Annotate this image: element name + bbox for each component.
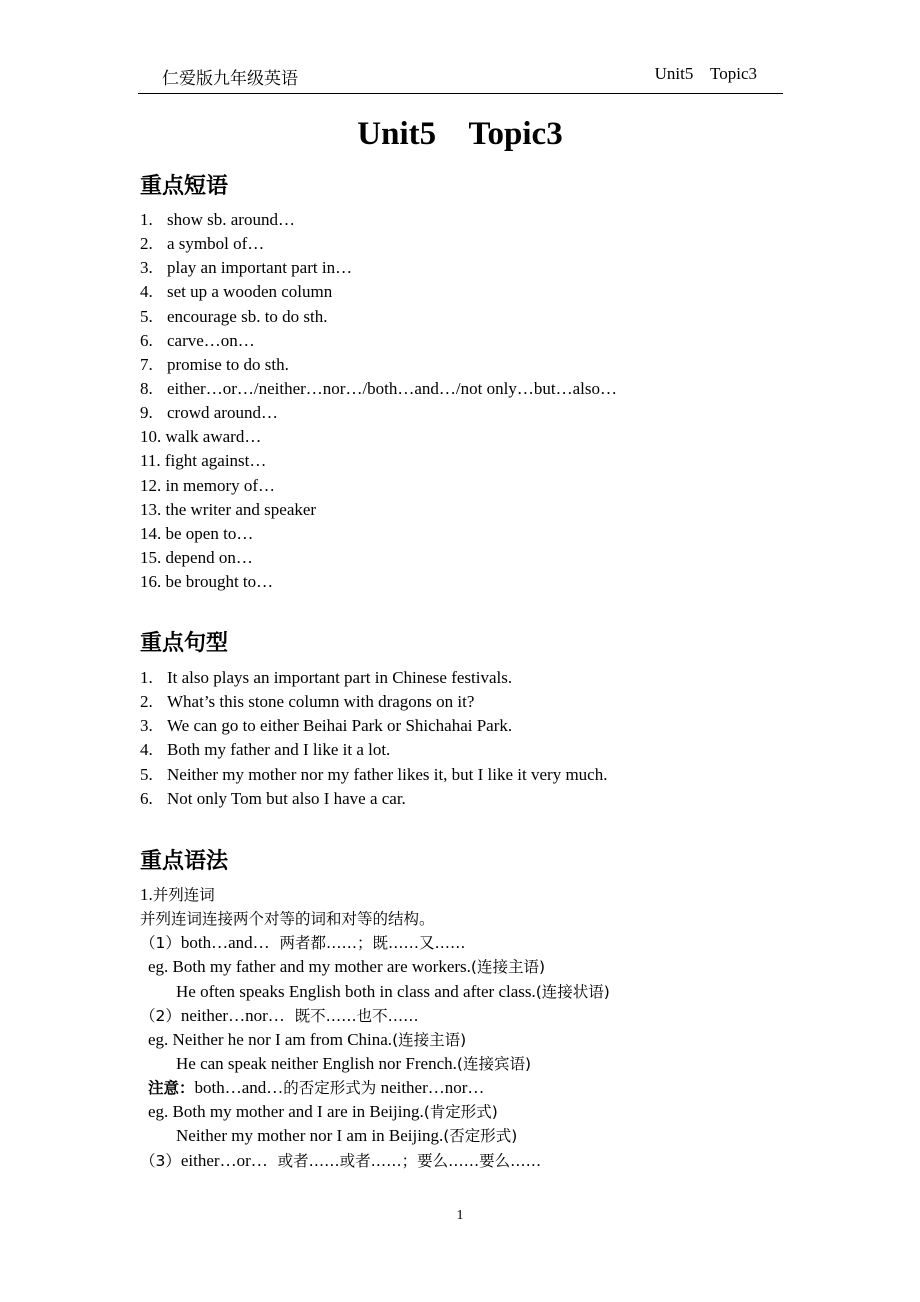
item-text: crowd around…: [167, 403, 278, 423]
item-number: 7.: [140, 354, 153, 374]
grammar-example: [148, 1100, 498, 1124]
item-number: 11.: [140, 451, 161, 471]
item-number: 5.: [140, 764, 153, 784]
example-note: (连接宾语): [456, 1055, 531, 1073]
example-text: He can speak neither English nor French.: [176, 1054, 457, 1073]
line-label: （1）: [140, 934, 181, 952]
item-number: 6.: [140, 330, 153, 350]
item-text: be brought to…: [165, 572, 274, 592]
item-number: 3.: [140, 716, 153, 736]
line-pattern: both…and…: [180, 933, 270, 952]
list-item: [140, 280, 617, 304]
list-item: [140, 546, 617, 570]
item-text: set up a wooden column: [167, 282, 333, 302]
item-number: 4.: [140, 740, 153, 760]
list-item: [140, 401, 617, 425]
item-text: What’s this stone column with dragons on it?: [167, 692, 475, 712]
grammar-heading: 重点语法: [140, 849, 229, 874]
list-item: [140, 329, 617, 353]
sentences-list: [140, 666, 607, 811]
example-text: He often speaks English both in class and after class.: [176, 982, 536, 1001]
line-pattern: neither…nor…: [180, 1006, 285, 1025]
item-number: 16.: [140, 572, 162, 592]
list-item: [140, 256, 617, 280]
page-header: [138, 64, 783, 94]
list-item: [140, 474, 617, 498]
grammar-line: [140, 1149, 541, 1173]
item-text: promise to do sth.: [167, 354, 289, 374]
list-item: [140, 522, 617, 546]
note-text: 的否定形式为: [283, 1079, 377, 1097]
grammar-example: [176, 980, 610, 1004]
note-pattern: neither…nor…: [376, 1078, 485, 1097]
note-label: 注意：: [148, 1079, 195, 1097]
example-note: (连接主语): [470, 958, 546, 976]
grammar-example: [148, 1028, 466, 1052]
item-number: 15.: [140, 547, 162, 567]
item-number: 10.: [140, 427, 162, 447]
line-number: 1.: [140, 885, 153, 904]
item-number: 9.: [140, 403, 153, 423]
item-text: fight against…: [164, 451, 267, 471]
list-item: [140, 353, 617, 377]
item-text: Not only Tom but also I have a car.: [167, 788, 406, 808]
list-item: [140, 738, 607, 762]
line-pattern: either…or…: [180, 1151, 268, 1170]
example-note: (连接主语): [392, 1031, 467, 1049]
item-text: depend on…: [165, 547, 253, 567]
list-item: [140, 305, 617, 329]
grammar-note: [148, 1076, 484, 1100]
item-text: walk award…: [165, 427, 262, 447]
grammar-example: [176, 1052, 531, 1076]
line-meaning: 两者都……；既……又……: [269, 934, 466, 952]
header-book-title: 仁爱版九年级英语: [162, 69, 298, 89]
list-item: [140, 377, 617, 401]
list-item: [140, 714, 607, 738]
item-text: It also plays an important part in Chinese festivals.: [167, 668, 513, 687]
list-item: [140, 425, 617, 449]
item-number: 6.: [140, 788, 153, 808]
item-text: in memory of…: [165, 475, 276, 495]
item-number: 1.: [140, 210, 153, 229]
example-text: eg. Both my father and my mother are workers.: [148, 957, 471, 976]
list-item: [140, 208, 617, 232]
phrases-heading: 重点短语: [140, 174, 229, 199]
item-number: 2.: [140, 692, 153, 712]
item-number: 12.: [140, 475, 162, 495]
item-text: the writer and speaker: [165, 499, 317, 519]
item-number: 14.: [140, 523, 162, 543]
item-text: a symbol of…: [167, 234, 265, 254]
item-number: 3.: [140, 258, 153, 278]
item-text: carve…on…: [167, 330, 255, 350]
grammar-line: [140, 883, 215, 907]
item-number: 4.: [140, 282, 153, 302]
item-number: 5.: [140, 306, 153, 326]
list-item: [140, 666, 607, 690]
item-text: either…or…/neither…nor…/both…and…/not only…but…also…: [167, 378, 617, 398]
item-number: 13.: [140, 499, 162, 519]
header-unit-topic: Unit5 Topic3: [654, 64, 757, 83]
item-text: encourage sb. to do sth.: [167, 306, 328, 326]
list-item: [140, 787, 607, 811]
line-meaning: 既不……也不……: [284, 1007, 419, 1025]
item-text: show sb. around…: [167, 210, 295, 229]
item-text: Neither my mother nor my father likes it, but I like it very much.: [167, 764, 608, 784]
item-text: Both my father and I like it a lot.: [167, 740, 391, 760]
line-text: 并列连词: [152, 886, 215, 904]
item-text: be open to…: [165, 523, 254, 543]
item-text: We can go to either Beihai Park or Shichahai Park.: [167, 716, 513, 736]
grammar-example: [148, 955, 545, 979]
example-text: eg. Both my mother and I are in Beijing.: [148, 1102, 424, 1121]
list-item: [140, 570, 617, 594]
item-number: 1.: [140, 668, 153, 687]
page-number: 1: [456, 1208, 464, 1223]
note-pattern: both…and…: [194, 1078, 284, 1097]
line-meaning: 或者……或者……；要么……要么……: [267, 1152, 542, 1170]
list-item: [140, 690, 607, 714]
line-label: （2）: [140, 1007, 181, 1025]
example-note: (否定形式): [443, 1127, 518, 1145]
phrases-list: [140, 208, 617, 594]
example-text: eg. Neither he nor I am from China.: [148, 1030, 393, 1049]
line-label: （3）: [140, 1152, 181, 1170]
grammar-line: 并列连词连接两个对等的词和对等的结构。: [140, 910, 435, 928]
list-item: [140, 232, 617, 256]
item-text: play an important part in…: [167, 258, 353, 278]
example-note: (连接状语): [535, 983, 610, 1001]
list-item: [140, 763, 607, 787]
sentences-heading: 重点句型: [140, 631, 229, 656]
grammar-line: [140, 1004, 419, 1028]
item-number: 8.: [140, 378, 153, 398]
page-title: Unit5 Topic3: [357, 116, 563, 152]
list-item: [140, 498, 617, 522]
item-number: 2.: [140, 234, 153, 254]
grammar-example: [176, 1124, 517, 1148]
grammar-line: [140, 931, 466, 955]
example-text: Neither my mother nor I am in Beijing.: [176, 1126, 444, 1145]
example-note: (肯定形式): [423, 1103, 498, 1121]
list-item: [140, 449, 617, 473]
